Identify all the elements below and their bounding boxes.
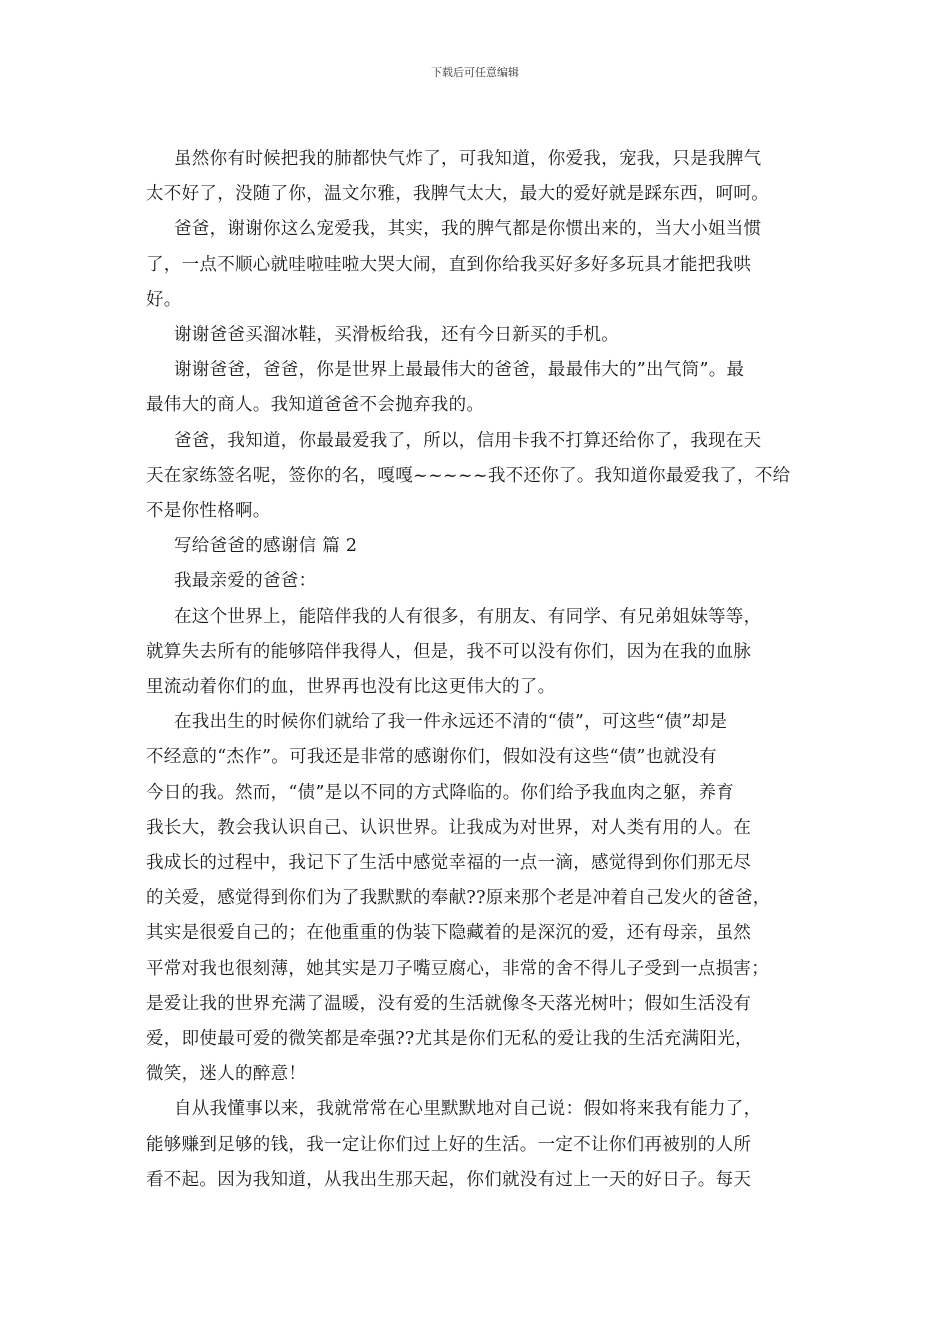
paragraph (146, 600, 804, 706)
text-line: 不经意的“杰作”。可我还是非常的感谢你们，假如没有这些“债”也就没有 (146, 747, 717, 768)
text-line: 看不起。因为我知道，从我出生那天起，你们就没有过上一天的好日子。每天 (146, 1169, 752, 1190)
text-line: 最伟大的商人。我知道爸爸不会抛弃我的。 (146, 395, 485, 416)
text-line: 在这个世界上，能陪伴我的人有很多，有朋友、有同学、有兄弟姐妹等等， (174, 606, 762, 627)
paragraph (146, 212, 804, 318)
text-line: 好。 (146, 289, 182, 310)
text-line: 能够赚到足够的钱，我一定让你们过上好的生活。一定不让你们再被别的人所 (146, 1134, 752, 1155)
text-line: 天在家练签名呢，签你的名，嘎嘎~~~~~我不还你了。我知道你最爱我了，不给 (146, 465, 791, 486)
text-line: 爸爸，谢谢你这么宠爱我，其实，我的脾气都是你惯出来的，当大小姐当惯 (174, 219, 762, 240)
text-line: 微笑，迷人的醉意！ (146, 1064, 307, 1085)
paragraph (146, 564, 804, 599)
text-line: 我长大，教会我认识自己、认识世界。让我成为对世界，对人类有用的人。在 (146, 817, 752, 838)
text-line: 在我出生的时候你们就给了我一件永远还不清的“债”，可这些“债”却是 (174, 712, 728, 733)
paragraph (146, 705, 804, 1092)
paragraph (146, 318, 804, 353)
text-line: 我最亲爱的爸爸： (174, 571, 317, 592)
text-line: 太不好了，没随了你，温文尔雅，我脾气太大，最大的爱好就是踩东西，呵呵。 (146, 184, 769, 205)
text-line: 爸爸，我知道，你最最爱我了，所以，信用卡我不打算还给你了，我现在天 (174, 430, 762, 451)
text-line: 爱，即使最可爱的微笑都是牵强??尤其是你们无私的爱让我的生活充满阳光， (146, 1029, 753, 1050)
text-line: 里流动着你们的血，世界再也没有比这更伟大的了。 (146, 677, 556, 698)
text-line: 谢谢爸爸买溜冰鞋，买滑板给我，还有今日新买的手机。 (174, 325, 619, 346)
text-line: 是爱让我的世界充满了温暖，没有爱的生活就像冬天落光树叶；假如生活没有 (146, 993, 752, 1014)
text-line: 其实是很爱自己的；在他重重的伪装下隐藏着的是深沉的爱，还有母亲，虽然 (146, 923, 752, 944)
text-line: 就算失去所有的能够陪伴我得人，但是，我不可以没有你们，因为在我的血脉 (146, 641, 752, 662)
text-line: 不是你性格啊。 (146, 501, 271, 522)
text-line: 虽然你有时候把我的肺都快气炸了，可我知道，你爱我，宠我，只是我脾气 (174, 149, 762, 169)
text-line: 写给爸爸的感谢信 篇 2 (174, 536, 358, 557)
paragraph (146, 424, 804, 530)
paragraph (146, 142, 804, 212)
paragraph (146, 529, 804, 564)
paragraph (146, 1092, 804, 1198)
letter-body (146, 142, 804, 1198)
paragraph (146, 353, 804, 423)
text-line: 谢谢爸爸，爸爸，你是世界上最最伟大的爸爸，最最伟大的”出气筒”。最 (174, 360, 745, 381)
text-line: 的关爱，感觉得到你们为了我默默的奉献??原来那个老是冲着自己发火的爸爸， (146, 888, 771, 909)
text-line: 了，一点不顺心就哇啦哇啦大哭大闹，直到你给我买好多好多玩具才能把我哄 (146, 254, 752, 275)
text-line: 今日的我。然而，“债”是以不同的方式降临的。你们给予我血肉之躯，养育 (146, 782, 735, 803)
text-line: 我成长的过程中，我记下了生活中感觉幸福的一点一滴，感觉得到你们那无尽 (146, 853, 752, 874)
text-line: 平常对我也很刻薄，她其实是刀子嘴豆腐心，非常的舍不得儿子受到一点损害； (146, 958, 769, 979)
text-line: 自从我懂事以来，我就常常在心里默默地对自己说：假如将来我有能力了， (174, 1099, 762, 1120)
page-header: 下载后可任意编辑 (431, 66, 519, 79)
